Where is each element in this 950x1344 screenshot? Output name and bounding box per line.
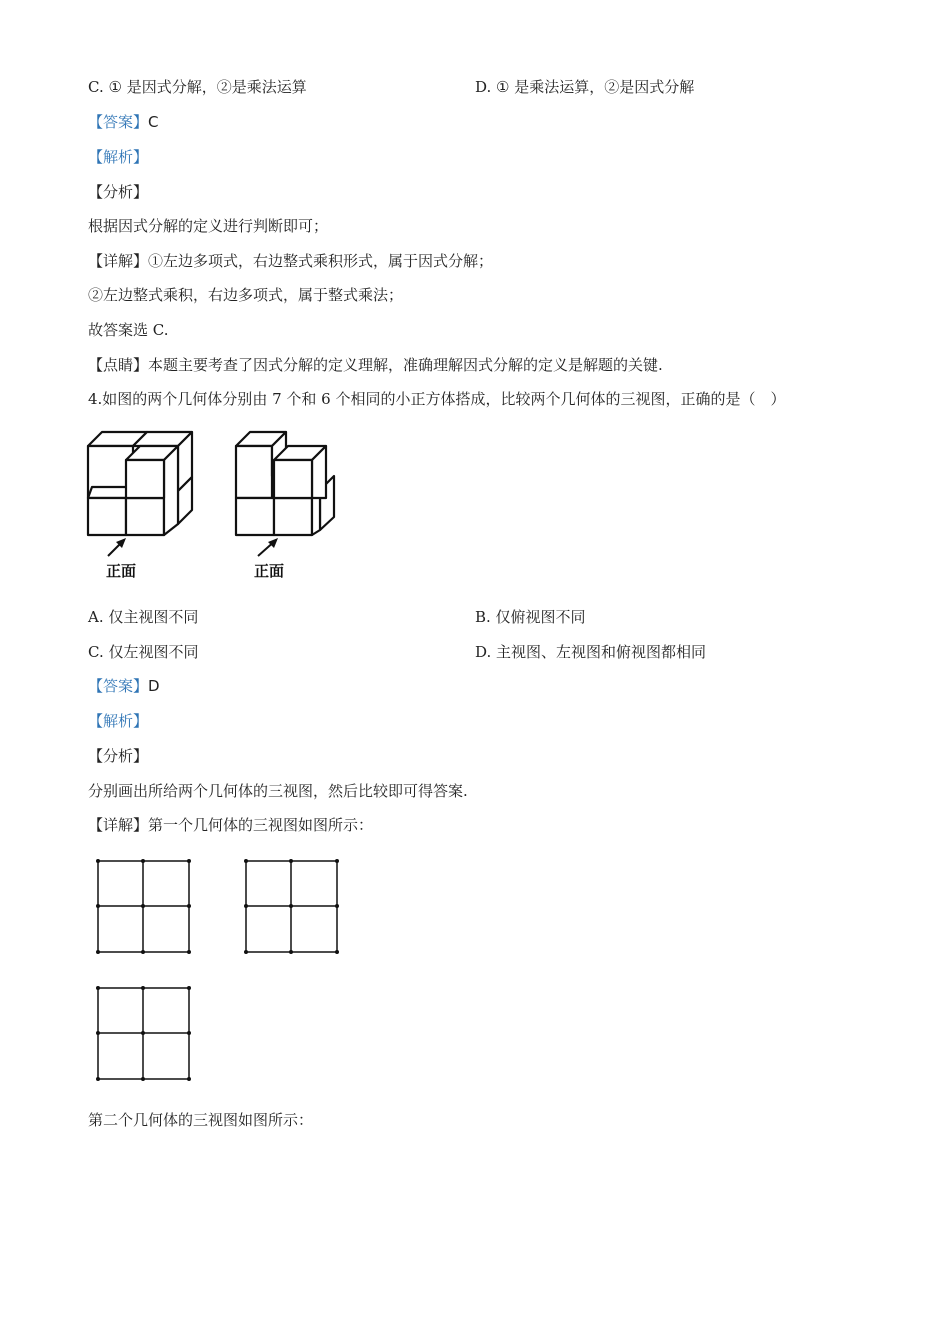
q4-option-d: D. 主视图、左视图和俯视图都相同 xyxy=(475,643,707,661)
q3-option-d: D. ① 是乘法运算，②是因式分解 xyxy=(475,78,695,96)
q3-detail-2: ②左边整式乘积，右边多项式，属于整式乘法； xyxy=(88,286,404,304)
answer-value: C xyxy=(148,113,159,131)
q3-detail-3: 故答案选 C. xyxy=(88,321,169,339)
q3-option-c: C. ① 是因式分解，②是乘法运算 xyxy=(88,78,307,96)
q4-analysis-tag: 【解析】 xyxy=(88,712,149,730)
q4-option-a: A. 仅主视图不同 xyxy=(88,608,199,626)
q4-question: 4.如图的两个几何体分别由 7 个和 6 个相同的小正方体搭成，比较两个几何体的三视图，正确的是（ ） xyxy=(88,390,786,408)
view-grid-front xyxy=(97,860,191,954)
q4-detail-1: 【详解】第一个几何体的三视图如图所示： xyxy=(88,816,374,834)
q4-answer xyxy=(88,676,160,696)
answer-tag: 【答案】 xyxy=(88,677,149,695)
cube-stack-2 xyxy=(236,432,334,535)
figure-geometry-1 xyxy=(88,432,198,582)
q3-fenxi-text: 根据因式分解的定义进行判断即可； xyxy=(88,217,329,235)
figure-geometry-2 xyxy=(236,432,346,582)
answer-value: D xyxy=(148,677,160,695)
q4-detail-2: 第二个几何体的三视图如图所示： xyxy=(88,1111,314,1129)
q3-comment: 【点睛】本题主要考查了因式分解的定义理解，准确理解因式分解的定义是解题的关键. xyxy=(88,356,663,374)
cube-stack-1 xyxy=(88,432,192,535)
view-grid-left xyxy=(245,860,339,954)
answer-tag: 【答案】 xyxy=(88,113,149,131)
q3-answer xyxy=(88,112,159,132)
figure2-label: 正面 xyxy=(254,562,285,580)
q4-option-c: C. 仅左视图不同 xyxy=(88,643,199,661)
q3-detail-1: 【详解】①左边多项式，右边整式乘积形式，属于因式分解； xyxy=(88,252,494,270)
q4-fenxi-text: 分别画出所给两个几何体的三视图，然后比较即可得答案. xyxy=(88,782,468,800)
q3-fenxi-tag: 【分析】 xyxy=(88,183,149,201)
q4-option-b: B. 仅俯视图不同 xyxy=(475,608,586,626)
q3-analysis-tag: 【解析】 xyxy=(88,148,149,166)
figure1-label: 正面 xyxy=(106,562,137,580)
view-grid-top xyxy=(97,987,191,1081)
q4-fenxi-tag: 【分析】 xyxy=(88,747,149,765)
